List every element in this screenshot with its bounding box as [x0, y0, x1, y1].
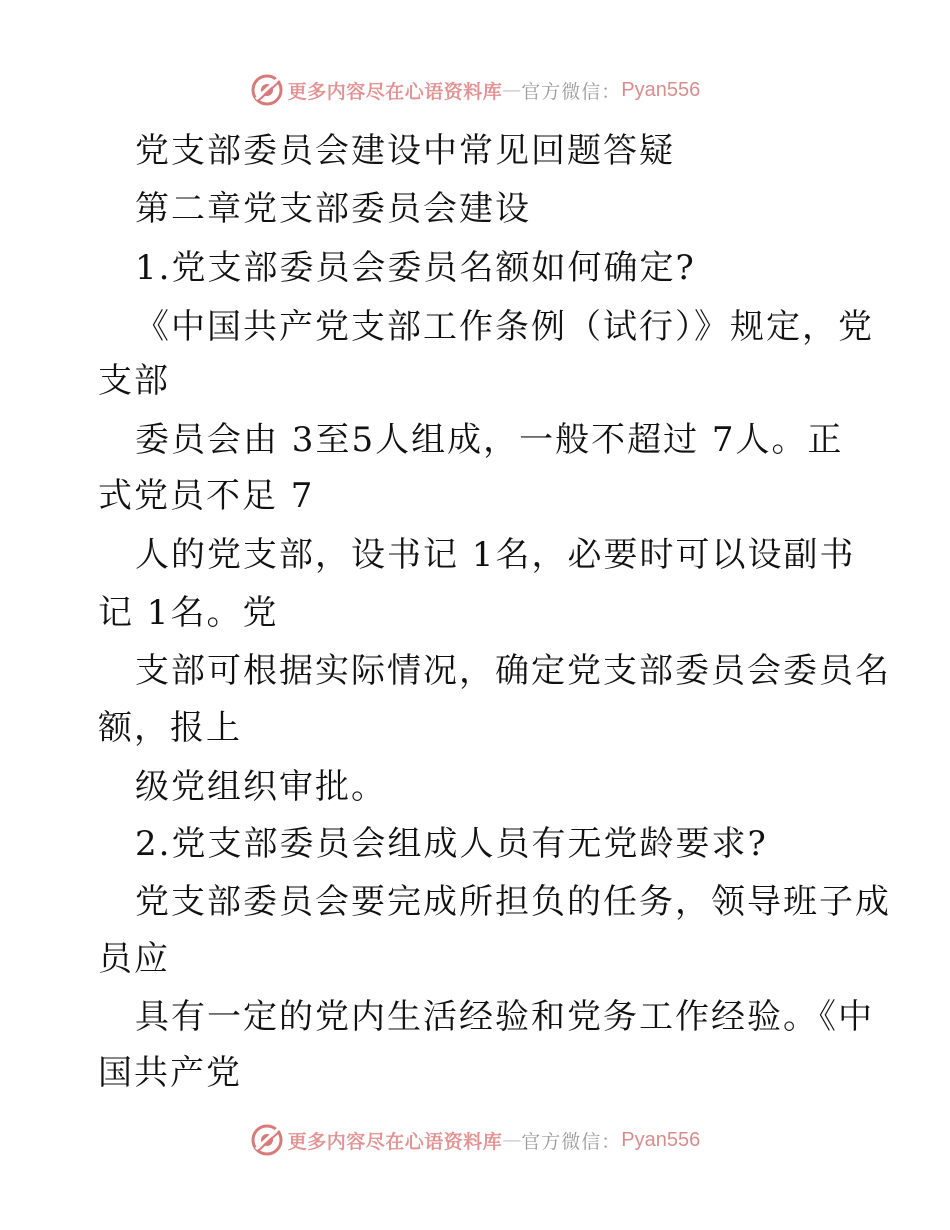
- watermark-account-id: Pyan556: [621, 1128, 701, 1151]
- watermark-brand-text: 更多内容尽在心语资料库: [287, 80, 503, 103]
- paragraph-line: 记 1名。党: [98, 593, 279, 633]
- watermark-header: [0, 72, 950, 108]
- paragraph-line: 员应: [98, 939, 170, 979]
- brand-logo-icon: [250, 1123, 284, 1157]
- paragraph-line: 支部可根据实际情况，确定党支部委员会委员名: [135, 651, 891, 691]
- paragraph-line: 党支部委员会要完成所担负的任务，领导班子成: [135, 882, 891, 922]
- paragraph-line: 级党组织审批。: [135, 767, 387, 807]
- watermark-dash: —: [502, 79, 522, 101]
- watermark-dash: —: [502, 1129, 522, 1151]
- watermark-account-id: Pyan556: [621, 78, 701, 101]
- paragraph-line: 具有一定的党内生活经验和党务工作经验。《中: [135, 997, 874, 1037]
- watermark-brand-text: 更多内容尽在心语资料库: [287, 1130, 503, 1153]
- document-title: 党支部委员会建设中常见回题答疑: [135, 131, 675, 171]
- question-2: 2.党支部委员会组成人员有无党龄要求?: [135, 824, 768, 864]
- watermark-footer: [0, 1122, 950, 1158]
- chapter-heading: 第二章党支部委员会建设: [135, 189, 531, 229]
- question-1: 1.党支部委员会委员名额如何确定?: [135, 248, 696, 288]
- brand-logo-icon: [250, 73, 284, 107]
- watermark-official-label: 官方微信：: [521, 1130, 622, 1153]
- paragraph-line: 人的党支部，设书记 1名，必要时可以设副书: [135, 535, 856, 575]
- watermark-official-label: 官方微信：: [521, 80, 622, 103]
- paragraph-line: 额，报上: [98, 708, 242, 748]
- paragraph-line: 式党员不足 7: [98, 476, 315, 516]
- paragraph-line: 支部: [98, 361, 170, 401]
- paragraph-line: 《中国共产党支部工作条例（试行）》规定，党: [135, 307, 874, 347]
- paragraph-line: 国共产党: [98, 1053, 242, 1093]
- paragraph-line: 委员会由 3至5人组成，一般不超过 7人。正: [135, 420, 844, 460]
